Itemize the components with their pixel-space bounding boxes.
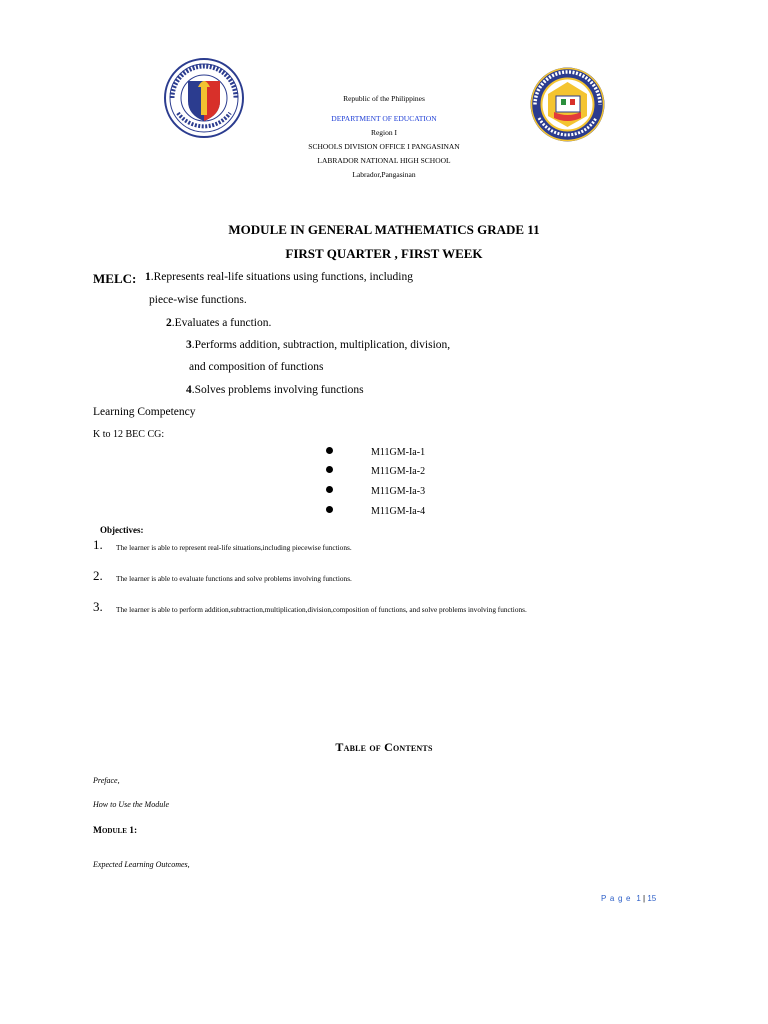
header-region: Region I [370,128,398,137]
toc-module-label: Module 1: [93,826,138,836]
melc-item-number: 2 [166,317,172,329]
melc-label: MELC: [93,271,137,286]
toc-item: Expected Learning Outcomes, [93,860,190,869]
toc-item: Preface, [93,776,120,785]
melc-item-4: 4.Solves problems involving functions [186,384,364,396]
toc-item: How to Use the Module [93,800,169,809]
objective-number: 2. [93,568,103,583]
header-location: Labrador,Pangasinan [352,170,416,179]
melc-item-3: 3.Performs addition, subtraction, multiplication, division, [186,339,451,351]
objectives-label: Objectives: [100,525,144,535]
bullet-icon [326,506,333,513]
header-division: SCHOOLS DIVISION OFFICE I PANGASINAN [308,142,460,151]
module-title: MODULE IN GENERAL MATHEMATICS GRADE 11 [228,222,540,237]
header-school: LABRADOR NATIONAL HIGH SCHOOL [317,156,451,165]
page-total: 15 [647,894,657,903]
bullet-icon [326,447,333,454]
page-footer [601,894,656,903]
melc-item-1-continuation: piece-wise functions. [149,294,247,306]
melc-item-1: 1.Represents real-life situations using functions, including [145,271,413,283]
page-label: Page [601,894,635,903]
cg-label: K to 12 BEC CG: [93,429,165,440]
melc-item-number: 3 [186,339,192,351]
toc-title: Table of Contents [335,740,433,754]
header-republic: Republic of the Philippines [343,94,425,103]
cg-code: M11GM-Ia-4 [371,506,426,517]
bullet-icon [326,486,333,493]
melc-item-2: 2.Evaluates a function. [166,317,272,329]
objective-text: The learner is able to evaluate functions and solve problems involving functions. [116,574,352,583]
cg-code: M11GM-Ia-3 [371,486,426,497]
objective-number: 1. [93,537,103,552]
melc-item-3-continuation: and composition of functions [189,361,324,373]
objective-text: The learner is able to represent real-life situations,including piecewise functions. [116,543,352,552]
header-department: DEPARTMENT OF EDUCATION [331,114,437,123]
cg-code: M11GM-Ia-1 [371,447,426,458]
cg-code: M11GM-Ia-2 [371,466,426,477]
bullet-icon [326,466,333,473]
page-number: 1 [636,894,641,903]
page-separator: | [643,894,646,903]
melc-item-number: 1 [145,271,151,283]
quarter-title: FIRST QUARTER , FIRST WEEK [285,246,483,261]
objective-text: The learner is able to perform addition,subtraction,multiplication,division,composition of functions, and solve problems involving functions. [116,605,527,614]
objective-number: 3. [93,599,103,614]
sdo-pangasinan-seal-logo [529,66,606,143]
learning-competency-label: Learning Competency [93,406,196,418]
melc-item-number: 4 [186,384,192,396]
